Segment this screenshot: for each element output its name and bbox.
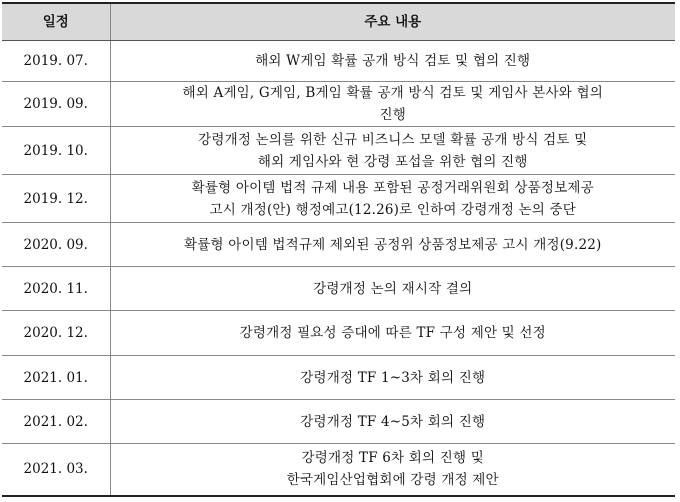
table-row <box>2 223 675 267</box>
table-row <box>2 400 675 444</box>
header-row <box>2 3 675 41</box>
table-row <box>2 41 675 82</box>
row-content: 강령개정 필요성 증대에 따른 TF 구성 제안 및 선정 <box>110 311 675 356</box>
row-content: 강령개정 논의 재시작 결의 <box>110 267 675 311</box>
row-date: 2021. 02. <box>2 400 110 444</box>
row-date: 2020. 11. <box>2 267 110 311</box>
row-content: 확률형 아이템 법적 규제 내용 포함된 공정거래위원회 상품정보제공 고시 개정(안) 행정예고(12.26)로 인하여 강령개정 논의 중단 <box>110 175 675 223</box>
header-date: 일정 <box>2 3 110 41</box>
row-content: 해외 W게임 확률 공개 방식 검토 및 협의 진행 <box>110 41 675 82</box>
row-date: 2019. 07. <box>2 41 110 82</box>
row-content: 확률형 아이템 법적규제 제외된 공정위 상품정보제공 고시 개정(9.22) <box>110 223 675 267</box>
table-row <box>2 127 675 175</box>
row-date: 2019. 09. <box>2 82 110 127</box>
table-row <box>2 356 675 400</box>
row-content: 강령개정 논의를 위한 신규 비즈니스 모델 확률 공개 방식 검토 및 해외 게임사와 현 강령 포섭을 위한 협의 진행 <box>110 127 675 175</box>
row-content: 강령개정 TF 6차 회의 진행 및 한국게임산업협회에 강령 개정 제안 <box>110 444 675 496</box>
row-content: 강령개정 TF 1~3차 회의 진행 <box>110 356 675 400</box>
schedule-table <box>2 2 675 497</box>
table-row <box>2 267 675 311</box>
table-row <box>2 82 675 127</box>
header-content: 주요 내용 <box>110 3 675 41</box>
row-date: 2019. 12. <box>2 175 110 223</box>
row-content: 해외 A게임, G게임, B게임 확률 공개 방식 검토 및 게임사 본사와 협의 진행 <box>110 82 675 127</box>
table-row <box>2 311 675 356</box>
row-content: 강령개정 TF 4~5차 회의 진행 <box>110 400 675 444</box>
table-body <box>2 41 675 496</box>
table-row <box>2 175 675 223</box>
row-date: 2020. 12. <box>2 311 110 356</box>
row-date: 2021. 01. <box>2 356 110 400</box>
row-date: 2021. 03. <box>2 444 110 496</box>
table-row <box>2 444 675 496</box>
row-date: 2019. 10. <box>2 127 110 175</box>
table-header <box>2 3 675 41</box>
row-date: 2020. 09. <box>2 223 110 267</box>
